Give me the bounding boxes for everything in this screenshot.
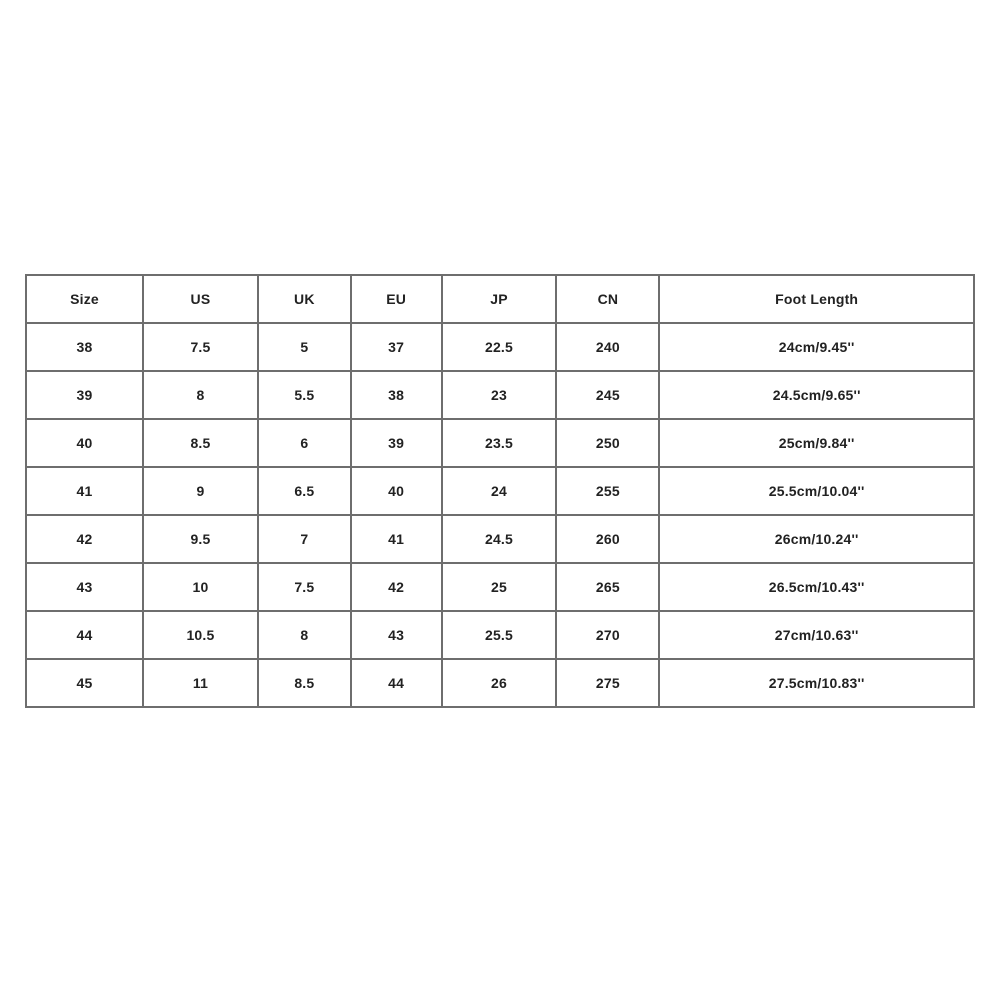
cell-us: 8 [143, 371, 258, 419]
cell-cn: 270 [556, 611, 659, 659]
cell-foot-length: 27.5cm/10.83'' [659, 659, 974, 707]
cell-foot-length: 26.5cm/10.43'' [659, 563, 974, 611]
cell-us: 10 [143, 563, 258, 611]
cell-size: 44 [26, 611, 143, 659]
header-eu: EU [351, 275, 442, 323]
cell-eu: 39 [351, 419, 442, 467]
header-cn: CN [556, 275, 659, 323]
header-foot-length: Foot Length [659, 275, 974, 323]
table-row [26, 467, 974, 515]
table-header-row [26, 275, 974, 323]
cell-size: 43 [26, 563, 143, 611]
header-us: US [143, 275, 258, 323]
header-uk: UK [258, 275, 351, 323]
table-row [26, 611, 974, 659]
cell-us: 7.5 [143, 323, 258, 371]
cell-cn: 240 [556, 323, 659, 371]
cell-cn: 260 [556, 515, 659, 563]
cell-us: 9 [143, 467, 258, 515]
table-row [26, 563, 974, 611]
cell-jp: 26 [442, 659, 557, 707]
cell-jp: 24.5 [442, 515, 557, 563]
cell-us: 9.5 [143, 515, 258, 563]
table-row [26, 515, 974, 563]
cell-uk: 8 [258, 611, 351, 659]
cell-cn: 275 [556, 659, 659, 707]
cell-eu: 41 [351, 515, 442, 563]
cell-cn: 250 [556, 419, 659, 467]
cell-uk: 6 [258, 419, 351, 467]
cell-eu: 44 [351, 659, 442, 707]
cell-cn: 255 [556, 467, 659, 515]
cell-eu: 42 [351, 563, 442, 611]
cell-foot-length: 24cm/9.45'' [659, 323, 974, 371]
cell-uk: 7 [258, 515, 351, 563]
cell-cn: 245 [556, 371, 659, 419]
cell-eu: 43 [351, 611, 442, 659]
cell-size: 40 [26, 419, 143, 467]
cell-foot-length: 26cm/10.24'' [659, 515, 974, 563]
cell-cn: 265 [556, 563, 659, 611]
cell-jp: 22.5 [442, 323, 557, 371]
cell-us: 11 [143, 659, 258, 707]
cell-size: 45 [26, 659, 143, 707]
cell-foot-length: 25cm/9.84'' [659, 419, 974, 467]
header-size: Size [26, 275, 143, 323]
cell-jp: 23.5 [442, 419, 557, 467]
cell-jp: 25.5 [442, 611, 557, 659]
table-row [26, 419, 974, 467]
cell-size: 39 [26, 371, 143, 419]
cell-size: 41 [26, 467, 143, 515]
cell-us: 10.5 [143, 611, 258, 659]
table-row [26, 323, 974, 371]
cell-uk: 8.5 [258, 659, 351, 707]
size-chart-table [25, 274, 975, 708]
header-jp: JP [442, 275, 557, 323]
cell-eu: 37 [351, 323, 442, 371]
cell-jp: 25 [442, 563, 557, 611]
cell-uk: 5.5 [258, 371, 351, 419]
cell-foot-length: 24.5cm/9.65'' [659, 371, 974, 419]
cell-uk: 7.5 [258, 563, 351, 611]
cell-size: 42 [26, 515, 143, 563]
cell-uk: 5 [258, 323, 351, 371]
cell-foot-length: 27cm/10.63'' [659, 611, 974, 659]
table-row [26, 659, 974, 707]
cell-foot-length: 25.5cm/10.04'' [659, 467, 974, 515]
cell-us: 8.5 [143, 419, 258, 467]
cell-jp: 23 [442, 371, 557, 419]
cell-uk: 6.5 [258, 467, 351, 515]
cell-size: 38 [26, 323, 143, 371]
cell-jp: 24 [442, 467, 557, 515]
table-row [26, 371, 974, 419]
cell-eu: 40 [351, 467, 442, 515]
cell-eu: 38 [351, 371, 442, 419]
